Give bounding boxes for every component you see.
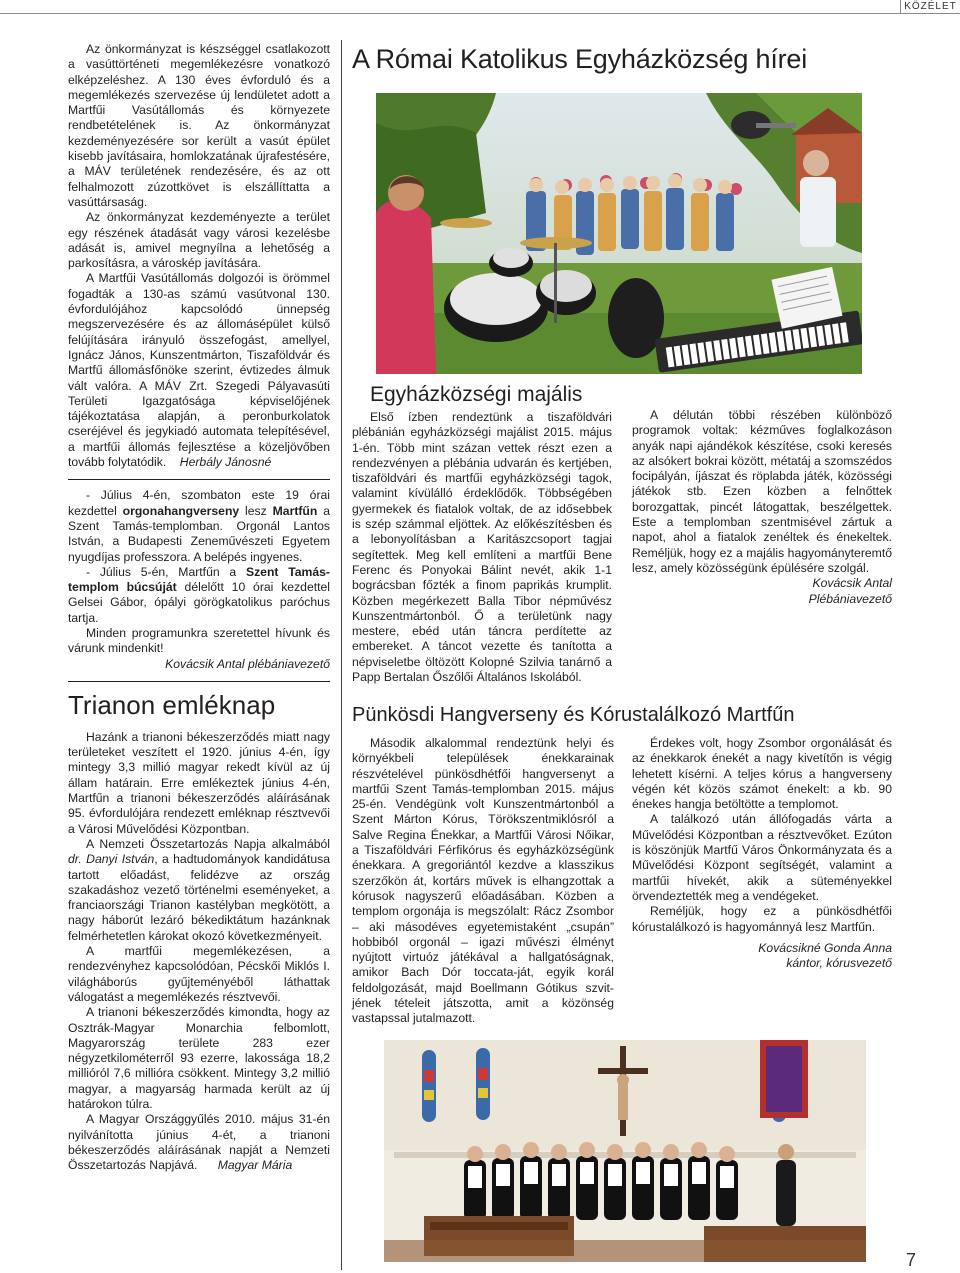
divider-rule-2 (68, 681, 330, 682)
event-1-bold-concert: orgonahangverseny (122, 503, 240, 518)
event-2-rest: délelőtt 10 órai kezdettel Gelsei Gábor, ópályi görögkatolikus paróchus tartja. (68, 580, 330, 625)
railway-author: Herbály Jánosné (179, 455, 272, 470)
majalis-author-name: Kovácsik Antal (812, 576, 892, 591)
pinkosd-author-role: kántor, kórusvezető (786, 956, 892, 971)
trianon-paragraph-3: A martfűi megemlékezésen, a rendezvényhez kapcsolódóan, Pécskői Miklós I. világháborús gyűjteményéből láthattak válogatást a megemlékezés résztvevői. (68, 944, 330, 1004)
railway-paragraph-3-text: A Martfűi Vasútállomás dolgozói is örömmel fogadták a 130-as számú vasútvonal 130. évfordulójához kapcsolódó ünnepség megszervezésére és az állomásépület külső felújítására irányuló összefogást, amellyel, Ignácz János, Kunszentmárton, Tiszaföldvár és Martfű állomásfőnöke szerint, évtizedes álmuk vált valóra. A MÁV Zrt. Szegedi Pályavasúti Területi Igazgatósága képviselőjének tájékoztatása alapján, a peronburkolatok cseréjével és jegykiadó automata telepítésével, a martfűi állomás fejlesztése a közeljövőben tovább folytatódik. (68, 271, 330, 470)
pinkosd-column-1 (352, 736, 614, 1027)
railway-paragraph-1: Az önkormányzat is készséggel csatlakozott a vasúttörténeti megemlékezésre vonatkozó elképzeléshez. A 130 éves évforduló és a megemlékezés szervezése új lendületet adott a Martfűi Vasútállomás és környezete rendbetételének is. Az önkormányzat kezdeményezésére sor került a vasút épület kisebb javításaira, homlokzatának újrafestésére, a MÁV területének rendezésére, és az ott felhalmozott zúzottkövet is elszállíttatta a vasúttársaság. (68, 42, 330, 209)
event-1-bold-place: Martfűn (272, 503, 318, 518)
trianon-author: Magyar Mária (217, 1158, 293, 1173)
majalis-author-role: Plébániavezető (808, 591, 892, 606)
pinkosd-text-3: A találkozó után állófogadás várta a Művelődési Központban a résztvevőket. Ezúton is köszönjük Martfű Város Önkormányzata és a Művelődési Központ segítségét, valamint a martfűi hívekét, akik a süteményekkel örvendeztették meg a vendégeket. (632, 812, 892, 903)
page-number: 7 (905, 1250, 916, 1270)
trianon-p2-post: , a hadtudományok kandidátusa tartott előadást, felidézve az ország szakadáshoz vezető történelmi eseményeket, a franciaországi Trianon kastélyban megkötött, a nagy háborút lezáró békediktátum hazánknak felmérhetetlen károkat okozó következményeit. (68, 852, 330, 943)
event-1-rest: a Szent Tamás-templomban. Orgonál Lantos István, a Budapesti Zeneművészeti Egyetem nyugdíjas professzora. A belépés ingyenes. (68, 503, 330, 564)
majalis-column-1 (352, 410, 612, 685)
top-rule (0, 13, 900, 14)
majalis-column-2 (632, 408, 892, 607)
event-invitation: Minden programunkra szeretettel hívunk és várunk mindenkit! (68, 625, 330, 656)
event-1-text: - Július 4-én, szombaton este 19 órai kezdettel (68, 488, 330, 518)
pinkosd-text-2: Érdekes volt, hogy Zsombor orgonálását és az énekkarok énekét a nagy kivetítőn is végig lehetett kísérni. A teljes kórus a hangverseny végén két közös számot énekelt: a kb. 90 énekes hangja betöltötte a templomot. (632, 736, 892, 812)
main-title: A Római Katolikus Egyházközség hírei (352, 44, 808, 74)
pinkosd-text-4: Reméljük, hogy ez a pünkösdhétfői kórustalálkozó is hagyománnyá lesz Martfűn. (632, 904, 892, 934)
choir-photo (384, 1040, 866, 1262)
pinkosd-column-2 (632, 736, 892, 971)
event-2-bold: Szent Tamás-templom búcsúját (68, 564, 330, 595)
trianon-paragraph-4: A trianoni békeszerződés kimondta, hogy az Osztrák-Magyar Monarchia felbomlott, Magyarország területe 283 ezer négyzetkilométerről 93 ezerre, lakossága 18,2 millióról 7,6 millióra csökkent. Mintegy 3,2 millió magyar, a magyarság harmada került az új határokon túlra. (68, 1005, 330, 1111)
pinkosd-author-name: Kovácsikné Gonda Anna (758, 940, 892, 955)
majalis-title: Egyházközségi majális (370, 383, 583, 406)
trianon-title: Trianon emléknap (68, 689, 276, 720)
trianon-paragraph-2 (68, 837, 330, 944)
events-author: Kovácsik Antal plébániavezető (165, 656, 330, 671)
majalis-photo (376, 93, 862, 374)
event-organ-concert (68, 488, 330, 564)
trianon-p2-pre: A Nemzeti Összetartozás Napja alkalmából (86, 836, 330, 851)
majalis-photo-illustration (376, 93, 862, 374)
railway-paragraph-2: Az önkormányzat kezdeményezte a terület egy részének átadását vagy városi kezelésbe adását is, amivel megnyílna a lehetőség a parkosításra, a városkép javítására. (68, 210, 330, 271)
railway-paragraph-3 (68, 271, 330, 470)
section-label: KÖZÉLET (900, 0, 960, 14)
trianon-paragraph-5 (68, 1112, 330, 1173)
trianon-paragraph-1: Hazánk a trianoni békeszerződés miatt nagy területeket veszített el 1920. június 4-én, így mintegy 3,3 millió magyar rekedt kívül az új állam határain. Erre emlékeztek június 4-én, Martfűn a trianoni békeszerződés aláírásának 95. évfordulójára rendezett emléknap résztvevői a Városi Művelődési Központban. (68, 729, 330, 836)
trianon-p5-text: A Magyar Országgyűlés 2010. május 31-én nyilvánította június 4-ét, a trianoni békeszerződés aláírásának napját a Nemzeti Összetartozás Napjává. (68, 1112, 330, 1173)
choir-photo-illustration (384, 1040, 866, 1262)
event-2-text: - Július 5-én, Martfűn a (86, 564, 246, 579)
event-1-mid: lesz (239, 503, 273, 518)
majalis-text-1: Első ízben rendeztünk a tiszaföldvári plébánián egyházközségi majálist 2015. május 1-én. Több mint százan vettek részt ezen a rendezvényen a plébánia udvarán és kertjében, tiszaföldvári és martfűi egyházközségi tagok, valamint kívülálló érdeklődők. Többségében gyermekek és fiatalok voltak, de az idősebbek is szép számmal eljöttek. Az előkészítésben és a lebonyolításban a Karitászcsoport tagjai segítettek. Meg kell említeni a martfűi Bene Ferenc és Ponyokai Bálint nevét, akik 1-1 bográcsban főzték a finom paprikás krumplit. Közben megérkezett Balla Tibor népművész Kunszentmártonból. Ő a területünk nagy mestere, ebéd után táncra perdítette az embereket. A táncot vezette és tanította a népviseletbe öltözött Kolopné Szilvia tanárnő a Papp Bertalan Őszőlői Általános Iskolából. (352, 410, 612, 685)
column-divider (341, 40, 342, 1270)
trianon-speaker: dr. Danyi István (68, 852, 155, 867)
left-column (68, 42, 330, 1173)
majalis-text-2: A délután többi részében különböző programok voltak: kézműves foglalkozáson anyák napi ajándékok készítése, csoki keresés az alsókert bokrai között, métatáj a szomszédos focipályán, íjászat és röplabda játék, közösségi játékok stb. Ezen közben a felnőttek borozgattak, pincét látogattak, beszélgettek. Este a templomban szentmisével zártuk a napot, ahol a fiatalok zenéltek és énekeltek. Reméljük, hogy ez a majális hagyományteremtő lesz, amely közösségünk épülésére szolgál. (632, 408, 892, 575)
event-church-feast (68, 565, 330, 626)
pinkosd-text-1: Második alkalommal rendeztünk helyi és környékbeli települések énekkarainak részvételével pünkösdhétfői hangversenyt a martfűi Szent Tamás-templomban 2015. május 25-én. Vendégünk volt Kunszentmártonból a Szent Márton Kórus, Törökszentmiklósról a Salve Regina Énekkar, a Martfűi Városi Nőikar, a Tiszaföldvári Férfikórus és egyházközségünk énekkara. A gregoriántól kezdve a klasszikus szerzőkön át, kortárs művek is elhangzottak a kórusok nagyszerű előadásában. Közben a templom orgonája is megszólalt: Rácz Zsombor – aki másodéves egyetemistaként „csupán” hobbiból orgonál – igazi művészi élményt nyújtott virtuóz játékával a hallgatóságnak, amikor Bach Dór toccata-ját, egyik korál feldolgozását, majd Boellmann Gótikus szvit-jének tételeit játszotta, amit a közönség vastapssal jutalmazott. (352, 736, 614, 1026)
pinkosd-title: Pünkösdi Hangverseny és Kórustalálkozó Martfűn (352, 704, 795, 726)
divider-rule (68, 479, 330, 480)
